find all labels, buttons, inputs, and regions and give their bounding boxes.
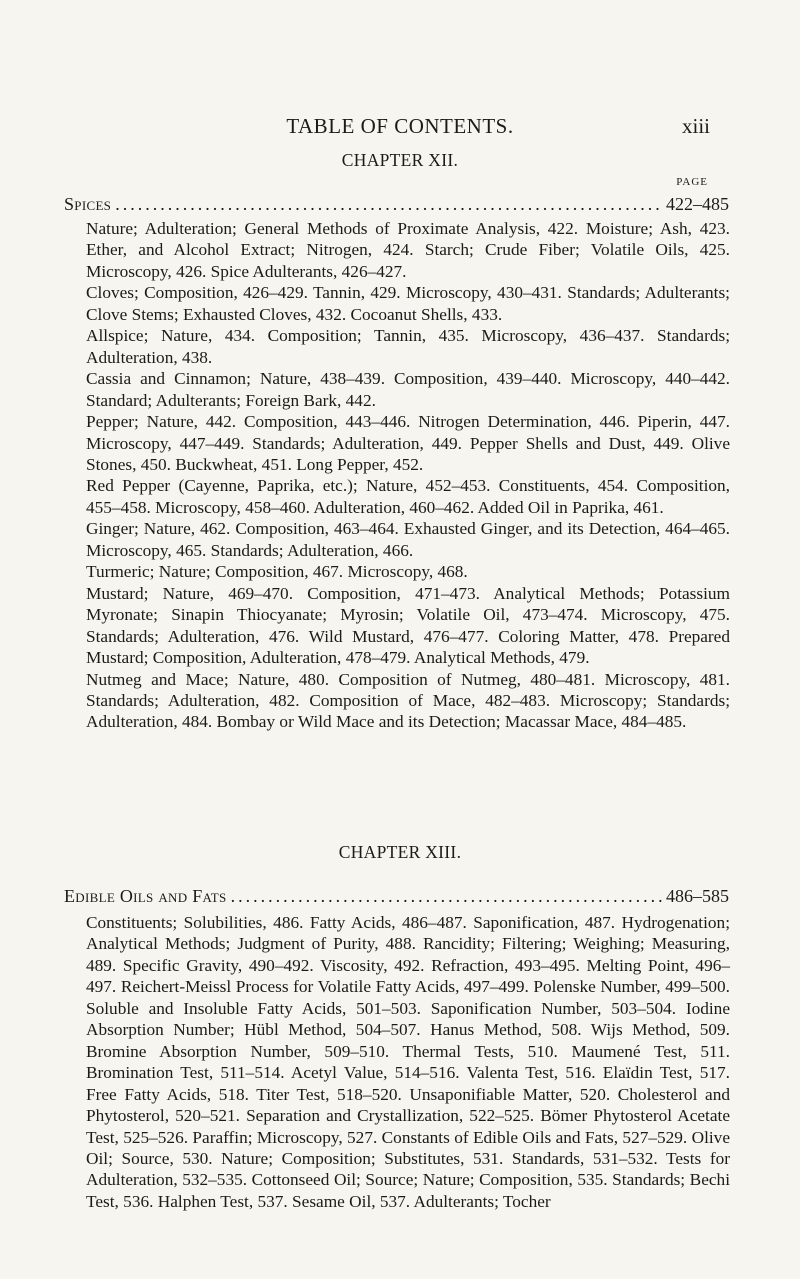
contents-paragraph: Turmeric; Nature; Composition, 467. Microscopy, 468. [86, 562, 468, 582]
entry-title: Spices [64, 194, 112, 214]
contents-paragraph: Nutmeg and Mace; Nature, 480. Composition of Nutmeg, 480–481. Microscopy, 481. Standards; Adulteration, 482. Composition of Mace, 482–483. Microscopy; Standards; Adulteration, 484. Bombay or Wild Mace and its Detection; Macassar Mace, 484–485. [86, 669, 730, 732]
contents-paragraph: Pepper; Nature, 442. Composition, 443–446. Nitrogen Determination, 446. Piperin, 447. Microscopy, 447–449. Standards; Adulteration, 449. Pepper Shells and Dust, 449. Olive Stones, 450. Buckwheat, 451. Long Pepper, 452. [86, 412, 730, 474]
contents-paragraph: Constituents; Solubilities, 486. Fatty Acids, 486–487. Saponification, 487. Hydrogenation; Analytical Methods; Judgment of Purity, 488. Rancidity; Filtering; Weighing; Measuring, 489. Specific Gravity, 490–492. Viscosity, 492. Refraction, 493–495. Melting Point, 496–497. Reichert-Meissl Process for Volatile Fatty Acids, 497–499. Polenske Number, 499–500. Soluble and Insoluble Fatty Acids, 501–503. Saponification Number, 503–504. Iodine Absorption Number; Hübl Method, 504–507. Hanus Method, 508. Wijs Method, 509. Bromine Absorption Number, 509–510. Thermal Tests, 510. Maumené Test, 511. Bromination Test, 511–514. Acetyl Value, 514–516. Valenta Test, 516. Elaïdin Test, 517. Free Fatty Acids, 518. Titer Test, 518–520. Unsaponifiable Matter, 520. Cholesterol and Phytosterol, 520–521. Separation and Crystallization, 522–525. Bömer Phytosterol Acetate Test, 525–526. Paraffin; Microscopy, 527. Constants of Edible Oils and Fats, 527–529. Olive Oil; Source, 530. Nature; Composition; Substitutes, 531. Standards, 531–532. Tests for Adulteration, 532–535. Cottonseed Oil; Source; Nature; Composition, 535. Standards; Bechi Test, 536. Halphen Test, 537. Sesame Oil, 537. Adulterants; Tocher [86, 913, 730, 1211]
dot-leader [115, 194, 662, 215]
chapter-contents [86, 912, 730, 1212]
contents-paragraph: Ginger; Nature, 462. Composition, 463–464. Exhausted Ginger, and its Detection, 464–465. Microscopy, 465. Standards; Adulteration, 466. [86, 519, 730, 560]
chapter-contents [86, 218, 730, 733]
contents-paragraph: Mustard; Nature, 469–470. Composition, 471–473. Analytical Methods; Potassium Myronate; Sinapin Thiocyanate; Myrosin; Volatile Oil, 473–474. Microscopy, 475. Standards; Adulteration, 476. Wild Mustard, 476–477. Coloring Matter, 478. Prepared Mustard; Composition, Adulteration, 478–479. Analytical Methods, 479. [86, 583, 730, 668]
page-number: xiii [681, 114, 710, 138]
contents-paragraph: Allspice; Nature, 434. Composition; Tannin, 435. Microscopy, 436–437. Standards; Adulteration, 438. [86, 326, 730, 367]
chapter-heading: CHAPTER XII. [341, 150, 459, 170]
contents-paragraph: Nature; Adulteration; General Methods of Proximate Analysis, 422. Moisture; Ash, 423. Ether, and Alcohol Extract; Nitrogen, 424. Starch; Crude Fiber; Volatile Oils, 425. Microscopy, 426. Spice Adulterants, 426–427. [86, 219, 730, 281]
dot-leader [231, 886, 662, 907]
chapter-heading: CHAPTER XIII. [338, 842, 462, 862]
entry-title: Edible Oils and Fats [64, 886, 227, 906]
toc-entry-spices [64, 194, 729, 215]
page-column-label: PAGE [676, 176, 708, 188]
contents-paragraph: Cloves; Composition, 426–429. Tannin, 429. Microscopy, 430–431. Standards; Adulterants; Clove Stems; Exhausted Cloves, 432. Cocoanut Shells, 433. [86, 283, 730, 324]
entry-pages: 422–485 [666, 194, 729, 214]
running-title: TABLE OF CONTENTS. [286, 114, 514, 138]
contents-paragraph: Cassia and Cinnamon; Nature, 438–439. Composition, 439–440. Microscopy, 440–442. Standard; Adulterants; Foreign Bark, 442. [86, 369, 730, 410]
entry-pages: 486–585 [666, 886, 729, 906]
contents-paragraph: Red Pepper (Cayenne, Paprika, etc.); Nature, 452–453. Constituents, 454. Composition, 455–458. Microscopy, 458–460. Adulteration, 460–462. Added Oil in Paprika, 461. [86, 476, 730, 517]
toc-entry-edible-oils-and-fats [64, 886, 729, 907]
